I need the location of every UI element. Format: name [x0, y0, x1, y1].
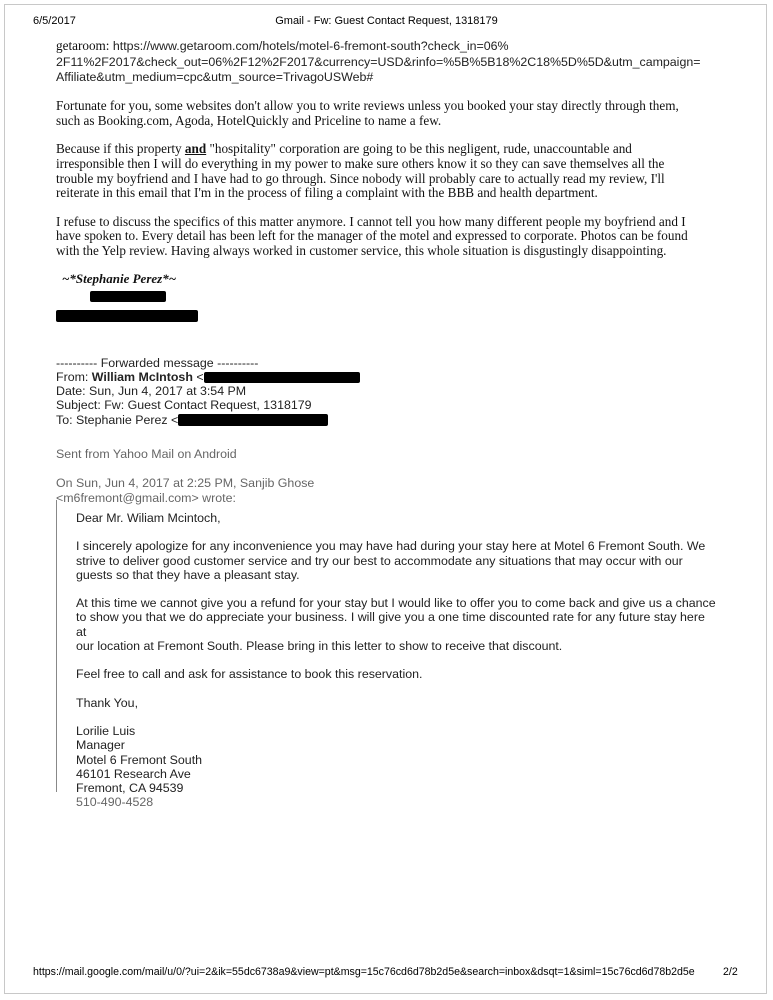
getaroom-block [56, 38, 706, 84]
quote-signature [76, 724, 716, 810]
print-date: 6/5/2017 [33, 15, 76, 27]
signature-name: ~*Stephanie Perez*~ [62, 270, 177, 286]
quote-paragraph-1: I sincerely apologize for any inconvenience you may have had during your stay here at Motel 6 Fremont South. We strive to deliver good customer service and try our best to accommodate any situations that may occur with our guests so that they have a pleasant stay. [76, 539, 706, 582]
forwarded-separator: ---------- Forwarded message ---------- [56, 355, 259, 370]
sent-from-yahoo: Sent from Yahoo Mail on Android [56, 447, 237, 462]
quote-sig-address2: Fremont, CA 94539 [76, 781, 184, 796]
forwarded-from: From: William McIntosh < [56, 370, 706, 384]
quote-greeting: Dear Mr. Wiliam Mcintoch, [76, 511, 221, 525]
redacted-signature-line1 [90, 291, 166, 302]
forwarded-to: To: Stephanie Perez < [56, 413, 706, 427]
print-title: Gmail - Fw: Guest Contact Request, 1318179 [275, 15, 498, 27]
redacted-from-email [204, 372, 360, 383]
redacted-to-email [178, 414, 328, 426]
from-name: William McIntosh [91, 369, 193, 384]
quote-sig-address1: 46101 Research Ave [76, 766, 191, 781]
quote-sig-phone[interactable]: 510-490-4528 [76, 795, 154, 810]
quote-bar [56, 500, 65, 792]
quote-closing: Thank You, [76, 695, 139, 710]
getaroom-url-line1[interactable]: https://www.getaroom.com/hotels/motel-6-fremont-south?check_in=06% [109, 39, 509, 53]
getaroom-url-line2[interactable]: 2F11%2F2017&check_out=06%2F12%2F2017&currency=USD&rinfo=%5B%5B18%2C18%5D%5D&utm_campaign= [56, 54, 701, 69]
paragraph-fortunate: Fortunate for you, some websites don't allow you to write reviews unless you booked your stay directly through them, such as Booking.com, Agoda, HotelQuickly and Priceline to name a few. [56, 98, 679, 128]
forwarded-date: Date: Sun, Jun 4, 2017 at 3:54 PM [56, 384, 247, 399]
quote-sig-title: Manager [76, 738, 125, 753]
quote-sig-name: Lorilie Luis [76, 723, 136, 738]
quote-paragraph-3: Feel free to call and ask for assistance to book this reservation. [76, 667, 423, 682]
getaroom-url-line3[interactable]: Affiliate&utm_medium=cpc&utm_source=TrivagoUSWeb# [56, 69, 374, 84]
quoted-message [76, 511, 716, 810]
print-footer-url: https://mail.google.com/mail/u/0/?ui=2&ik=55dc6738a9&view=pt&msg=15c76cd6d78b2d5e&search=inbox&dsqt=1&siml=15c76cd6d78b2d5e [33, 966, 695, 978]
paragraph-because: Because if this property and "hospitality" corporation are going to be this negligent, rude, unaccountable and irresponsible then I will do everything in my power to make sure others know it so they can save themselves all the trouble my boyfriend and I have had to go through. Since nobody will probably care to actually read my review, I'll reiterate in this email that I'm in the process of filing a complaint with the BBB and health department. [56, 141, 665, 201]
quote-header: On Sun, Jun 4, 2017 at 2:25 PM, Sanjib Ghose <m6fremont@gmail.com> wrote: [56, 476, 706, 505]
quote-sender-email[interactable]: <m6fremont@gmail.com> wrote: [56, 490, 236, 505]
paragraph-refuse: I refuse to discuss the specifics of this matter anymore. I cannot tell you how many different people my boyfriend and I have spoken to. Every detail has been left for the manager of the motel and expressed to corporate. Photos can be found with the Yelp review. Having always worked in customer service, this whole situation is disgustingly disappointing. [56, 213, 688, 258]
quote-paragraph-2: At this time we cannot give you a refund for your stay but I would like to offer you to come back and give us a chance to show you that we do appreciate your business. I will give you a one time discounted rate for any future stay here at our location at Fremont South. Please bring in this letter to show to receive that discount. [76, 596, 716, 654]
quote-sig-company: Motel 6 Fremont South [76, 752, 203, 767]
redacted-signature-line2 [56, 310, 198, 322]
emphasis-and: and [184, 141, 207, 157]
forwarded-header [56, 356, 706, 427]
print-footer-page: 2/2 [723, 966, 738, 978]
getaroom-label: getaroom: [56, 38, 110, 53]
email-content [56, 38, 706, 505]
forwarded-subject: Subject: Fw: Guest Contact Request, 1318179 [56, 398, 312, 413]
signature-block [56, 271, 706, 326]
